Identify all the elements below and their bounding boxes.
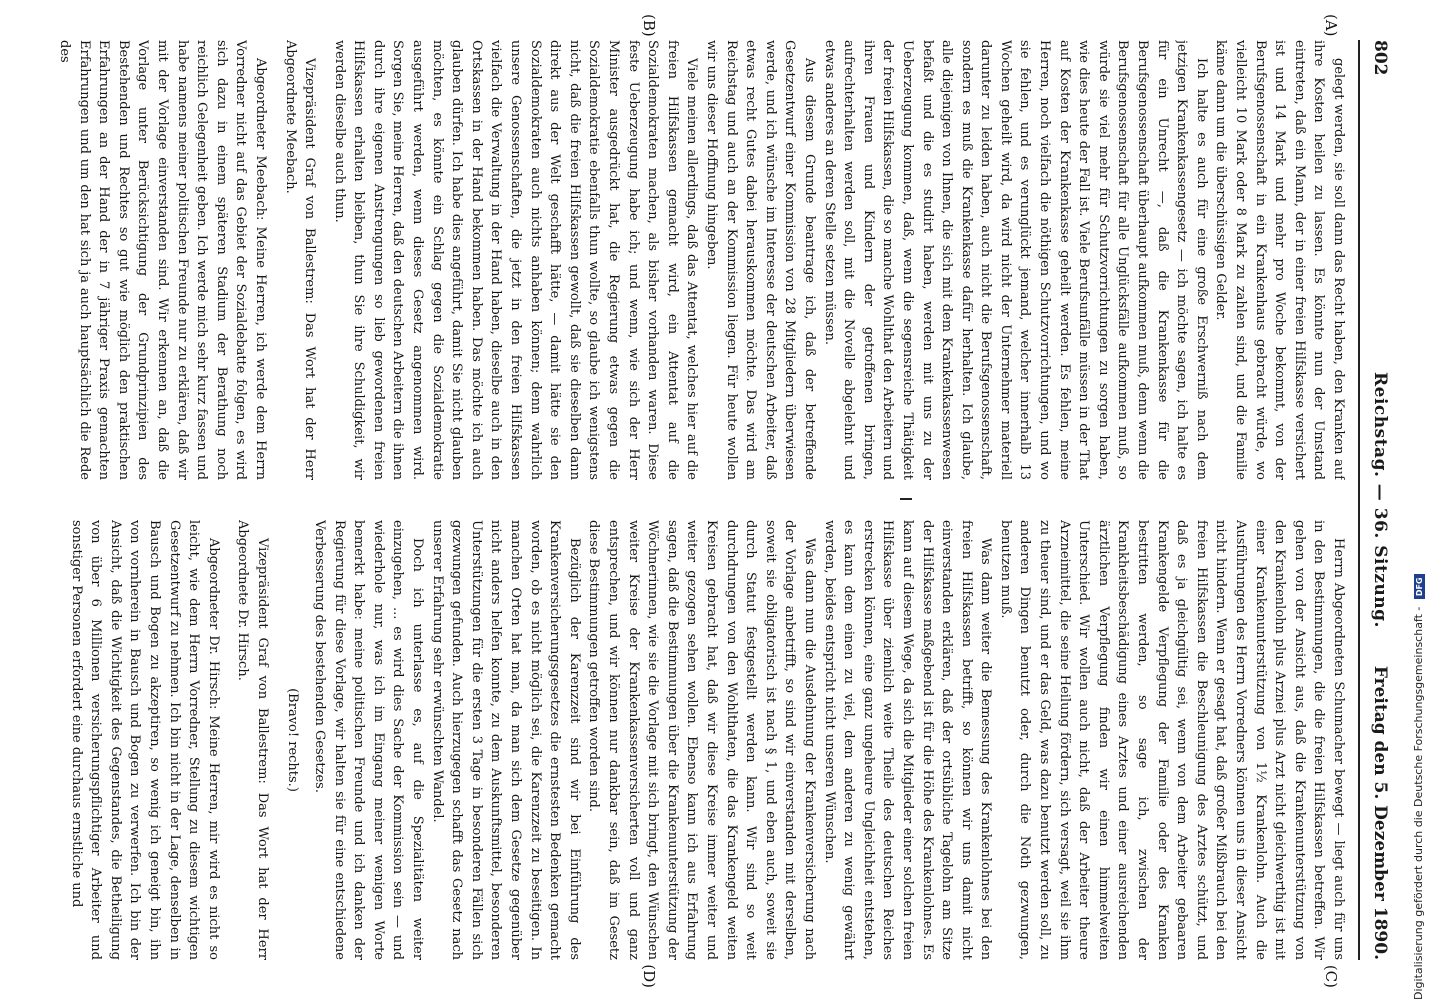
margin-marker-a: (A) bbox=[1322, 14, 1340, 37]
paragraph: Viele meinen allerdings, daß das Attentat, welches hier auf die freien Hilfskassen gemacht wird, ein Attentat auf die Sozialdemokraten machen, als bisher vorhanden waren. Diese feste Ueberzeugung habe ich; und wenn, wie sich der Herr Minister ausgedrückt hat, die Regierung etwas gegen die Sozialdemokratie ebenfalls thun wollte, so glaube ich wenigstens nicht, daß die freien Hilfskassen gewollt, daß sie dieselben dann direkt aus der Welt geschafft hätte, — damit hätte sie den Sozialdemokraten auch nichts anhaben können; denn wahrlich unsere Genossenschaften, die jetzt in den freien Hilfskassen vielfach die Verwaltung in der Hand haben, dieselbe auch in den Ortskassen in der Hand bekommen haben. Das möchte ich auch glauben dürfen. Ich habe dies angeführt, damit Sie nicht glauben möchten, es könnte ein Schlag gegen die Sozialdemokratie ausgeführt werden, wenn dieses Gesetz angenommen wird. Sorgen Sie, meine Herren, daß den deutschen Arbeitern die ihnen durch ihre eigenen Anstrengungen so lieb gewordenen freien Hilfskassen erhalten bleiben, thun Sie ihre Schuldigkeit, wir werden dieselbe auch thun. bbox=[331, 40, 700, 480]
running-title: Reichstag. — 36. Sitzung. bbox=[1370, 372, 1390, 628]
column-divider bbox=[900, 498, 912, 500]
paragraph: Bezüglich der Karenzzeit sind wir bei Einführung des Krankenversicherungsgesetzes die ernstesten Bedenken gemacht worden, ob es nicht möglich sei, die Karenzzeit zu beseitigen. In manchen Orten hat man, da man sich dem Gesetze gegenüber nicht anders helfen konnte, zu dem Auskunftsmittel, besonderen Unterstützungen für die ersten 3 Tage in besonderen Fällen sich gezwungen gefunden. Auch hierzugegen schafft das Gesetz nach unserer Erfahrung sehr erwünschten Wandel. bbox=[429, 520, 582, 960]
right-text-column bbox=[18, 520, 1348, 960]
speaker-paragraph: Abgeordneter Meebach: Meine Herren, ich werde dem Herrn Vorredner nicht auf das Gebiet der Sozialdebatte folgen, es wird sich dazu in einem späteren Stadium der Berathung noch reichlich Gelegenheit geben. Ich werde mich sehr kurz fassen und habe namens meiner politischen Freunde nur zu erklären, daß wir mit der Vorlage einverstanden sind. Wir erkennen an, daß die Vorlage unter Berücksichtigung der Grundprinzipien des Bestehenden und Rechtes so gut wie möglich den praktischen Erfahrungen an der Hand der in 7 jähriger Praxis gemachten Erfahrungen und um den hat sich ja auch hauptsächlich die Rede des bbox=[57, 40, 268, 480]
paragraph: Herrn Abgeordneten Schumacher bewegt — liegt auch für uns in den Bestimmungen, die die freien Hilfskassen betreffen. Wir gehen von der Ansicht aus, daß die Krankenunterstützung von den Krankenlohn plus Arznei plus Arzt nicht gleichwerthig ist mit einer Krankenunterstützung von 1½ Krankenlohn. Auch die Ausführungen des Herrn Vorredners können uns in dieser Ansicht nicht hindern. Wenn er gesagt hat, daß großer Mißbrauch bei den freien Hilfskassen die Beschleunigung des Arztes schützt, und daß es ja gleichgültig sei, wenn von dem Arbeiter gebaaren Krankengelde Verpflegung der Familie oder des Kranken bestritten werden, so sage ich, zwischen der Krankheitsbeschädigung eines Arztes und einer ausreichenden ärztlichen Verpflegung finden wir einen himmelweiten Unterschied. Wir wollen auch nicht, daß der Arbeiter theure Arzneimittel, die seine Heilung fördern, sich versagt, weil sie ihm zu theuer sind, und er das Geld, was dazu benutzt werden soll, zu anderen Dingen benutzt oder, durch die Noth gezwungen, benutzen muß. bbox=[997, 520, 1346, 960]
paragraph: Ich halte es auch für eine große Erschwerniß nach dem jetzigen Krankenkassengesetz — ich möchte sagen, ich halte es für ein Unrecht —, daß die Krankenkasse für die Berufsgenossenschaft überhaupt aufkommen muß, denn wenn die Berufsgenossenschaft für alle Unglücksfälle aufkommen muß, so würde sie viel mehr für Schutzvorrichtungen zu sorgen haben, wie dies heute der Fall ist. Viele Berufsunfälle müssen in der That auf Kosten der Krankenkasse geheilt werden. Es fehlen, meine Herren, noch vielfach die nöthigen Schutzvorrichtungen, und wo sie fehlen, und es verunglückt jemand, welcher innerhalb 13 Wochen geheilt wird, da wird nicht der Unternehmer materiell darunter zu leiden haben, auch nicht die Berufsgenossenschaft, sondern es muß die Krankenkasse dafür herhalten. Ich glaube, alle diejenigen von Ihnen, die sich mit dem Krankenkassenwesen befaßt und die es studirt haben, werden mit uns zu der Ueberzeugung kommen, daß, wenn die segensreiche Thätigkeit der freien Hilfskassen, die so manche Wohlthat den Arbeitern und ihren Frauen und Kindern der getroffenen bringen, aufrechterhalten werden soll, mit die Novelle abgelehnt und etwas anderes an deren Stelle setzen müssen. bbox=[821, 40, 1209, 480]
speaker-paragraph: Vizepräsident Graf von Ballestrem: Das Wort hat der Herr Abgeordnete Meebach. bbox=[282, 40, 318, 480]
page-number: 802 bbox=[1370, 40, 1390, 76]
page-header bbox=[1364, 40, 1390, 960]
speaker-paragraph: Vizepräsident Graf von Ballestrem: Das Wort hat der Herr Abgeordnete Dr. Hirsch. bbox=[235, 520, 270, 960]
dfg-logo: DFG bbox=[1414, 574, 1425, 599]
speaker-paragraph: Abgeordneter Dr. Hirsch: Meine Herren, mir wird es nicht so leicht, wie dem Herrn Vorredner, Stellung zu diesem wichtigen Gesetzentwurf zu nehmen. Ich bin nicht in der Lage, denselben in Bausch und Bogen zu akzeptiren, so wenig ich geneigt bin, ihn von vornherein in Bausch und Bogen zu verwerfen. Ich bin der Ansicht, daß die Wichtigkeit des Gegenstandes, die Betheiligung von über 6 Millionen versicherungspflichtiger Arbeiter und sonstiger Personen erfordert eine durchaus ernstliche und bbox=[68, 520, 221, 960]
paragraph: Doch ich unterlasse es, auf die Spezialitäten weiter einzugehen, ... es wird dies Sache der Kommission sein — und wiederhole nur, was ich im Eingang meiner wenigen Worte bemerkt habe: meine politischen Freunde und ich danken der Regierung für diese Vorlage, wir halten sie für eine entschiedene Verbesserung des bestehenden Gesetzes. bbox=[312, 520, 426, 960]
header-rule bbox=[1358, 40, 1360, 960]
paragraph: gelegt werden, sie soll dann das Recht haben, den Kranken auf ihre Kosten heilen zu lassen. Es könnte nun der Umstand eintreten, daß ein Mann, der in einer freien Hilfskasse versichert ist und 14 Mark und mehr pro Woche bekommt, von der Berufsgenossenschaft in ein Krankenhaus gebracht würde, wo vielleicht 10 Mark oder 8 Mark zu zahlen sind, und die Familie käme dann um die überschüssigen Gelder. bbox=[1213, 40, 1346, 480]
left-text-column bbox=[18, 40, 1348, 480]
margin-marker-b: (B) bbox=[640, 14, 658, 37]
margin-marker-d: (D) bbox=[640, 964, 658, 988]
paragraph: Was dann nun die Ausdehnung der Krankenversicherung nach der Vorlage anbetrifft, so sind wir einverstanden mit derselben, soweit sie obligatorisch ist nach § 1, und eben auch, soweit sie durch Statut festgestellt werden kann. Wir sind so weit durchdrungen von den Wohlthaten, die das Krankengeld weiten Kreisen gebracht hat, daß wir diese Kreise immer weiter und weiter gezogen sehen wollen. Ebenso kann ich aus Erfahrung sagen, daß die Bestimmungen über die Krankenunterstützung der Wöchnerinnen, wie sie die Vorlage mit sich bringt, den Wünschen weiter Kreise der Krankenkassenversicherten voll und ganz entsprechen, und wir können nur dankbar sein, daß im Gesetz diese Bestimmungen getroffen worden sind. bbox=[586, 520, 817, 960]
interjection: (Bravo! rechts.) bbox=[284, 688, 300, 792]
footer-credit: Digitalisierung gefördert durch die Deutsche Forschungsgemeinschaft - bbox=[1412, 606, 1425, 1000]
paragraph: Was dann weiter die Bemessung des Krankenlohnes bei den freien Hilfskassen betrifft, so können wir uns damit nicht einverstanden erklären, daß der ortsübliche Tagelohn am Sitze der Hilfskasse maßgebend ist für die Höhe des Krankenlohnes. Es kann auf diesem Wege, da sich die Mitglieder einer solchen freien Hilfskasse über ziemlich weite Theile des deutschen Reiches erstrecken können, eine ganz ungeheure Ungleichheit entstehen, es kann dem einen zu viel, dem anderen zu wenig gewährt werden, beides entspricht nicht unseren Wünschen. bbox=[821, 520, 994, 960]
margin-marker-c: (C) bbox=[1322, 964, 1340, 988]
paragraph: Aus diesem Grunde beantrage ich, daß der betreffende Gesetzentwurf einer Kommission von 28 Mitgliedern überwiesen werde, und ich wünsche im Interesse der deutschen Arbeiter, daß etwas recht Gutes dabei herauskommen möchte. Das wird am Reichstag und auch an der Kommission liegen. Für heute wollen wir uns dieser Hoffnung hingeben. bbox=[704, 40, 817, 480]
digitization-footer bbox=[1412, 0, 1432, 1000]
session-date: Freitag den 5. Dezember 1890. bbox=[1370, 665, 1390, 960]
